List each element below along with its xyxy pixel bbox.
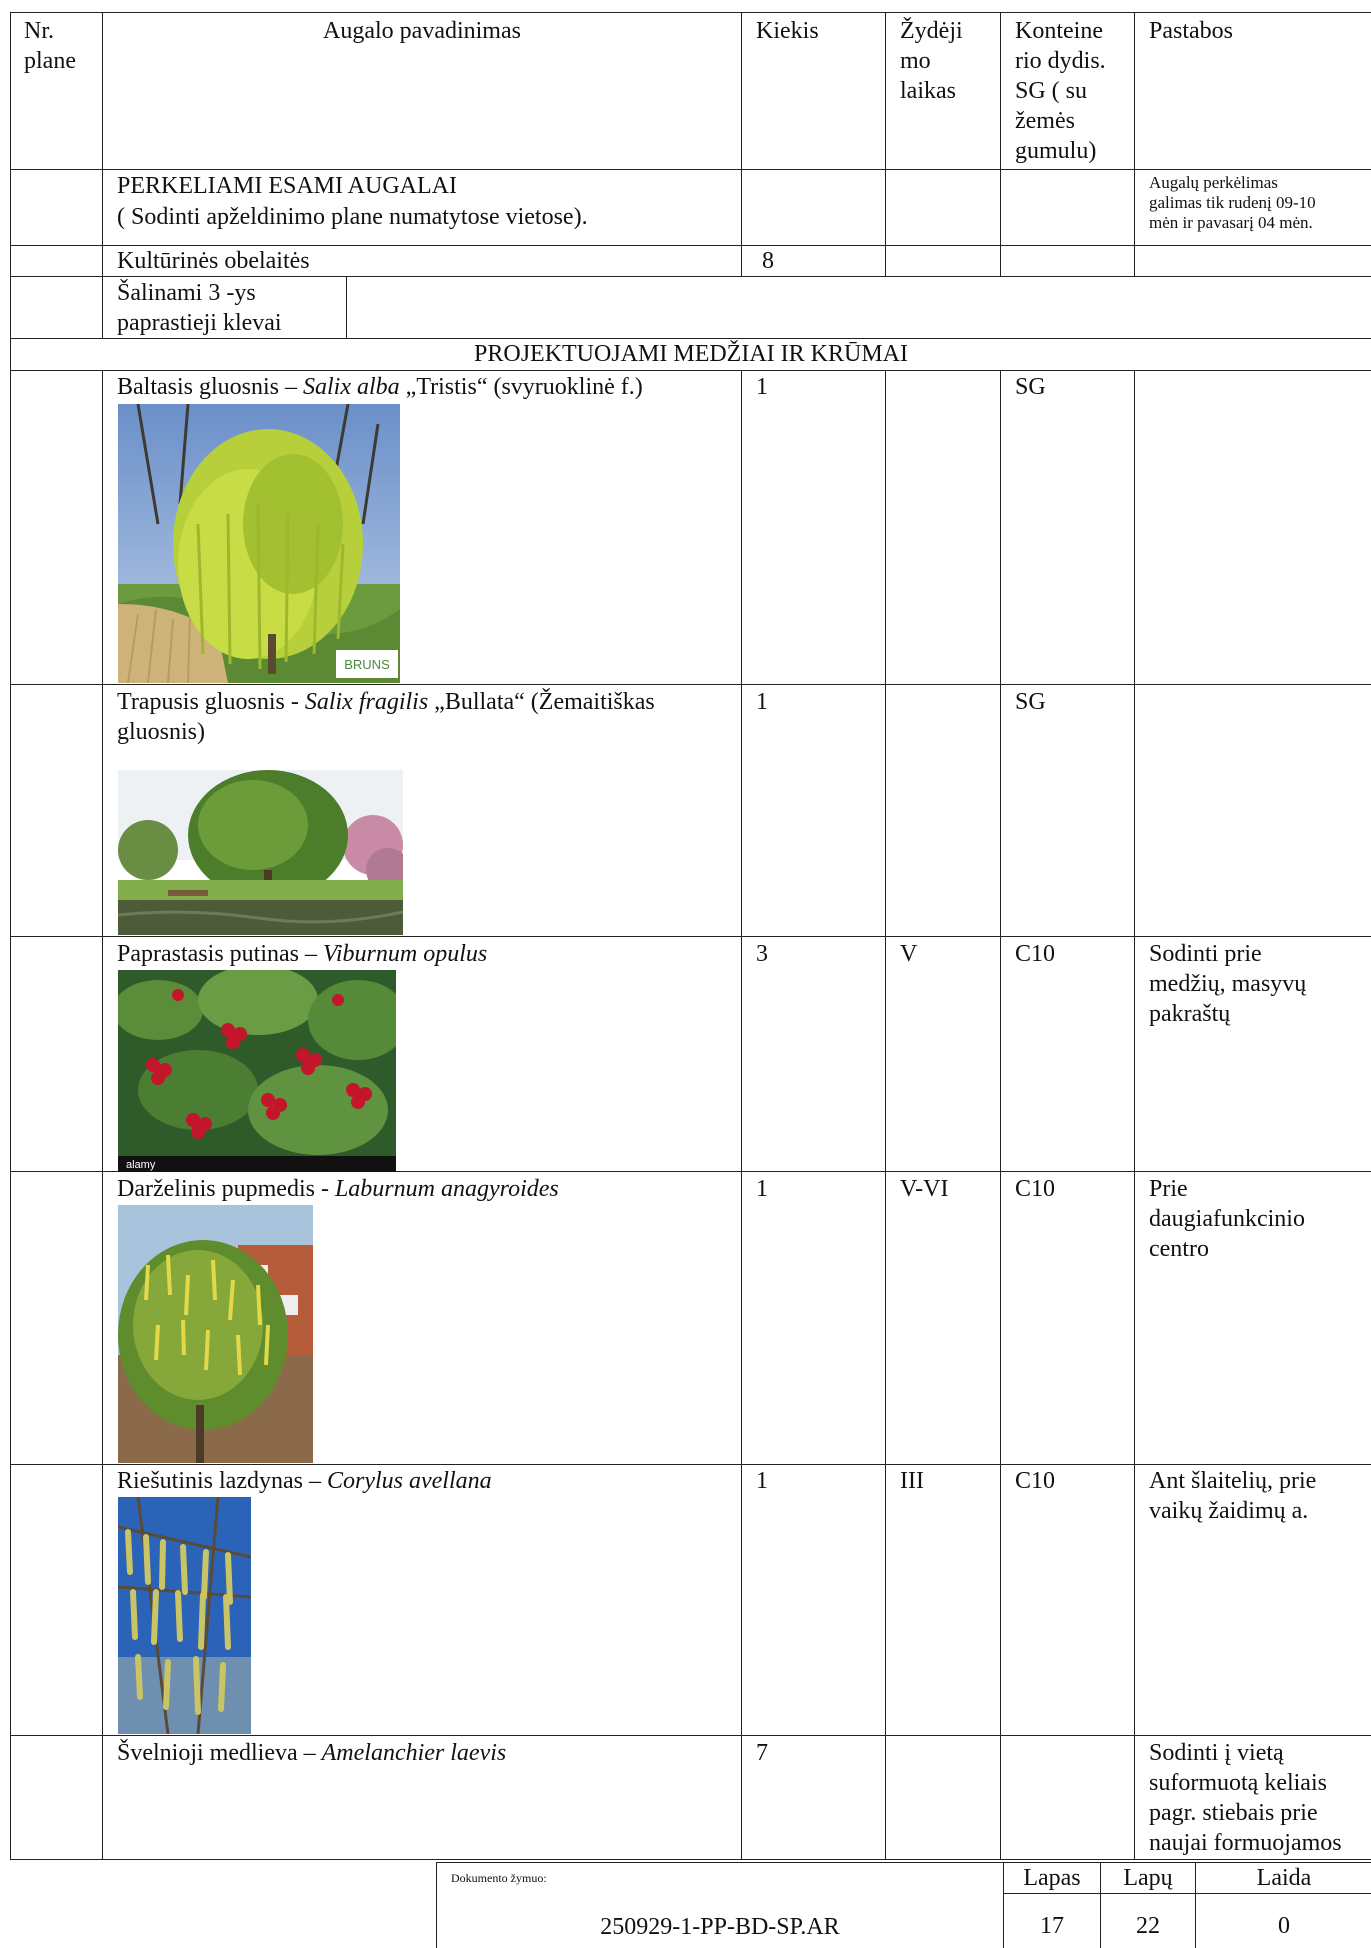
rule [102,370,103,1859]
round-willow-photo [118,750,403,935]
removed-maples-name: Šalinami 3 -ys paprastieji klevai [117,280,282,336]
plant-qty: 1 [756,1176,768,1202]
plant-container: SG [1015,374,1046,400]
header-bloom: Žydėji mo laikas [900,18,963,104]
doc-code: 250929-1-PP-BD-SP.AR [600,1914,840,1940]
rule [10,936,1371,937]
plant-name: Darželinis pupmedis - Laburnum anagyroides [117,1176,559,1202]
lapu-label: Lapų [1123,1865,1173,1891]
laburnum-photo [118,1205,313,1463]
plant-bloom: V-VI [900,1176,949,1202]
table-bottom-border [10,1859,1371,1860]
plant-qty: 1 [756,374,768,400]
plant-bloom: III [900,1468,924,1494]
rule [885,12,886,276]
plant-name: Švelnioji medlieva – Amelanchier laevis [117,1740,507,1766]
apple-trees-name: Kultūrinės obelaitės [117,248,310,274]
plant-name: Riešutinis lazdynas – Corylus avellana [117,1468,492,1494]
plant-name: Baltasis gluosnis – Salix alba „Tristis“ (svyruoklinė f.) [117,374,643,400]
plant-bloom: V [900,941,918,967]
plant-qty: 3 [756,941,768,967]
hazel-catkins-photo [118,1497,251,1734]
lapas-label: Lapas [1023,1865,1081,1891]
photo-logo: BRUNS [344,657,390,672]
apple-trees-qty: 8 [762,248,774,274]
rule [10,169,1371,170]
plant-notes: Prie daugiafunkcinio centro [1149,1176,1305,1262]
plant-name: Trapusis gluosnis - Salix fragilis „Bullata“ (Žemaitiškas gluosnis) [117,689,655,745]
rule [10,1464,1371,1465]
rule [741,370,742,1859]
plant-notes: Sodinti prie medžių, masyvų pakraštų [1149,941,1307,1027]
lapu-value: 22 [1136,1913,1160,1939]
lapas-value: 17 [1040,1913,1064,1939]
laida-value: 0 [1278,1913,1290,1939]
moved-section-note: Augalų perkėlimas galimas tik rudenį 09-10 mėn ir pavasarį 04 mėn. [1149,173,1316,232]
viburnum-berries-photo [118,970,396,1172]
plant-container: C10 [1015,1176,1056,1202]
plant-notes: Sodinti į vietą suformuotą keliais pagr. stiebais prie naujai formuojamos [1149,1740,1342,1856]
photo-watermark: alamy [126,1159,156,1171]
plant-qty: 1 [756,689,768,715]
rule [1000,370,1001,1859]
header-nr: Nr. plane [24,18,76,74]
plant-qty: 7 [756,1740,768,1766]
plant-container: C10 [1015,1468,1056,1494]
rule [10,12,11,1859]
header-notes: Pastabos [1149,18,1233,44]
table-top-border [10,12,1371,13]
rule [1000,12,1001,276]
plant-notes: Ant šlaitelių, prie vaikų žaidimų a. [1149,1468,1317,1524]
projected-section-title: PROJEKTUOJAMI MEDŽIAI IR KRŪMAI [474,341,908,367]
rule [10,684,1371,685]
rule [741,12,742,276]
plant-container: C10 [1015,941,1056,967]
rule [10,1735,1371,1736]
header-name: Augalo pavadinimas [323,18,521,44]
rule [1134,370,1135,1859]
laida-label: Laida [1256,1865,1312,1891]
rule [1134,12,1135,276]
rule [102,12,103,338]
plant-name: Paprastasis putinas – Viburnum opulus [117,941,488,967]
plant-qty: 1 [756,1468,768,1494]
plant-container: SG [1015,689,1046,715]
moved-section-subtitle: ( Sodinti apželdinimo plane numatytose vietose). [117,204,588,230]
header-container: Konteine rio dydis. SG ( su žemės gumulu) [1015,18,1106,164]
rule [885,370,886,1859]
rule [10,276,1371,277]
header-qty: Kiekis [756,18,819,44]
weeping-willow-photo [118,404,400,683]
doc-code-label: Dokumento žymuo: [451,1871,547,1885]
footer-rule [1003,1893,1371,1894]
moved-section-title: PERKELIAMI ESAMI AUGALAI [117,173,457,199]
rule [10,370,1371,371]
rule [346,276,347,338]
